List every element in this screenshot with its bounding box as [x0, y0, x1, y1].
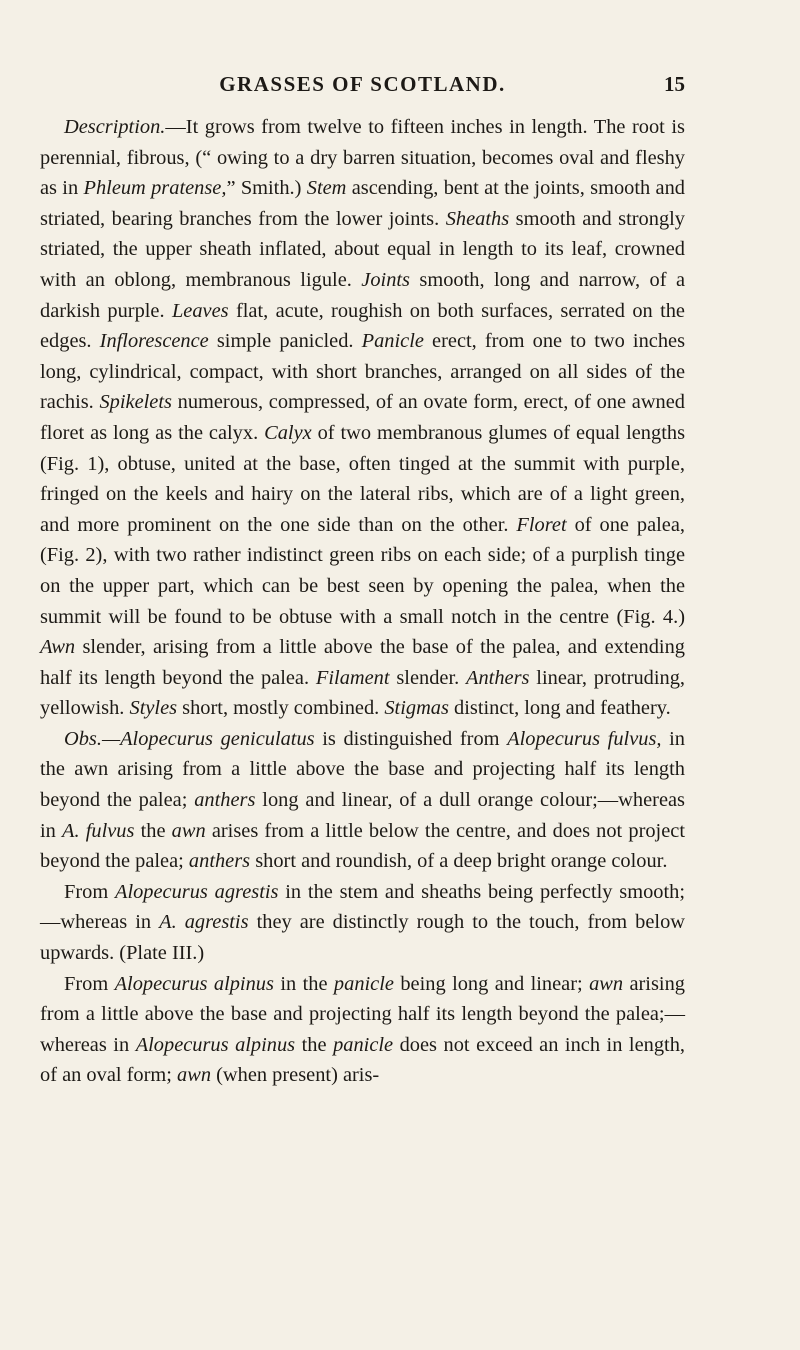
- italic-run: Alopecurus alpinus: [135, 1033, 296, 1056]
- italic-run: Awn: [40, 636, 76, 659]
- italic-run: Inflorescence: [99, 330, 209, 353]
- text-run: of two membranous glumes of equal lengths (Fig. 1), obtuse, united at the base, often tinged at the summit with purple, fringed on the keels and hairy on the lateral ribs, which are of a light green, and more prominent on the one side than on the other.: [40, 421, 685, 536]
- italic-run: anthers: [194, 789, 256, 812]
- italic-run: Stem: [306, 177, 347, 200]
- text-run: long and linear, of a dull orange colour;—whereas in: [40, 789, 685, 842]
- italic-run: Filament: [315, 666, 390, 689]
- text-run: does not exceed an inch in length, of an oval form;: [40, 1033, 685, 1087]
- text-run: the: [295, 1033, 334, 1056]
- text-run: numerous, compressed, of an ovate form, erect, of one awned floret as long as the calyx.: [40, 391, 685, 444]
- running-title: GRASSES OF SCOTLAND.: [219, 72, 506, 96]
- italic-run: Calyx: [264, 421, 312, 444]
- text-run: —It grows from twelve to fifteen inches in length. The root is perennial, fibrous, (“ owing to a dry barren situation, becomes oval and fleshy as in: [40, 116, 685, 200]
- text-run: (when present) aris-: [211, 1064, 380, 1087]
- text-run: smooth and strongly striated, the upper sheath inflated, about equal in length to its leaf, crowned with an oblong, membranous ligule.: [40, 207, 686, 291]
- italic-run: awn: [177, 1064, 212, 1087]
- paragraph-observation-fulvus: [40, 724, 685, 877]
- text-run: ” Smith.): [226, 177, 307, 200]
- text-run: of one palea, (Fig. 2), with two rather indistinct green ribs on each side; of a purplish tinge on the upper part, which can be best seen by opening the palea, when the summit will be found to be obtuse with a small notch in the centre (Fig. 4.): [40, 513, 685, 628]
- italic-run: A. agrestis: [159, 911, 249, 934]
- text-run: From: [64, 880, 115, 903]
- italic-run: Obs.—Alopecurus geniculatus: [64, 727, 315, 750]
- italic-run: panicle: [333, 972, 394, 995]
- text-run: short, mostly combined.: [177, 697, 385, 720]
- text-run: the: [134, 819, 172, 842]
- italic-run: Description.: [64, 116, 166, 138]
- italic-run: Joints: [361, 268, 410, 291]
- italic-run: Styles: [129, 697, 178, 720]
- text-run: arising from a little above the base and projecting half its length beyond the palea;—whereas in: [40, 972, 685, 1056]
- italic-run: Stigmas: [384, 697, 449, 720]
- text-run: slender.: [389, 666, 467, 689]
- text-run: being long and linear;: [393, 972, 590, 995]
- page-number: 15: [664, 72, 685, 96]
- text-run: arises from a little below the centre, and does not project beyond the palea;: [40, 819, 685, 873]
- italic-run: Anthers: [466, 666, 530, 689]
- italic-run: awn: [589, 972, 624, 995]
- italic-run: panicle: [333, 1033, 394, 1056]
- text-run: simple panicled.: [208, 330, 362, 353]
- italic-run: Floret: [516, 513, 567, 536]
- paragraph-description: [40, 112, 685, 724]
- body-text: [40, 112, 685, 1091]
- text-run: in the stem and sheaths being perfectly smooth;—whereas in: [40, 880, 685, 934]
- paragraph-agrestis: [40, 877, 685, 969]
- text-run: slender, arising from a little above the base of the palea, and extending half its length beyond the palea.: [40, 636, 685, 689]
- italic-run: Sheaths: [445, 207, 510, 230]
- text-run: flat, acute, roughish on both surfaces, serrated on the edges.: [40, 299, 685, 353]
- text-run: distinct, long and feathery.: [448, 697, 671, 720]
- italic-run: A. fulvus: [62, 819, 135, 842]
- text-run: in the awn arising from a little above the base and projecting half its length beyond the palea;: [40, 727, 685, 812]
- text-run: they are distinctly rough to the touch, from below upwards. (Plate III.): [40, 911, 685, 965]
- text-run: ascending, bent at the joints, smooth and striated, bearing branches from the lower joints.: [40, 177, 685, 230]
- text-run: From: [64, 972, 115, 995]
- italic-run: Alopecurus agrestis: [114, 880, 279, 903]
- italic-run: anthers: [188, 850, 251, 873]
- paragraph-alpinus: [40, 969, 685, 1091]
- italic-run: Alopecurus fulvus,: [507, 727, 662, 750]
- text-run: linear, protruding, yellowish.: [40, 666, 685, 720]
- italic-run: Phleum pratense,: [83, 177, 227, 200]
- italic-run: Spikelets: [99, 391, 172, 414]
- italic-run: awn: [171, 819, 206, 842]
- text-run: short and roundish, of a deep bright orange colour.: [250, 850, 668, 873]
- text-run: is distinguished from: [314, 727, 508, 750]
- italic-run: Panicle: [361, 330, 424, 353]
- text-run: erect, from one to two inches long, cylindrical, compact, with short branches, arranged on all sides of the rachis.: [40, 330, 686, 414]
- text-run: in the: [273, 972, 334, 995]
- italic-run: Alopecurus alpinus: [114, 972, 274, 995]
- text-run: smooth, long and narrow, of a darkish purple.: [40, 268, 685, 322]
- running-head: [40, 64, 685, 100]
- italic-run: Leaves: [171, 299, 229, 322]
